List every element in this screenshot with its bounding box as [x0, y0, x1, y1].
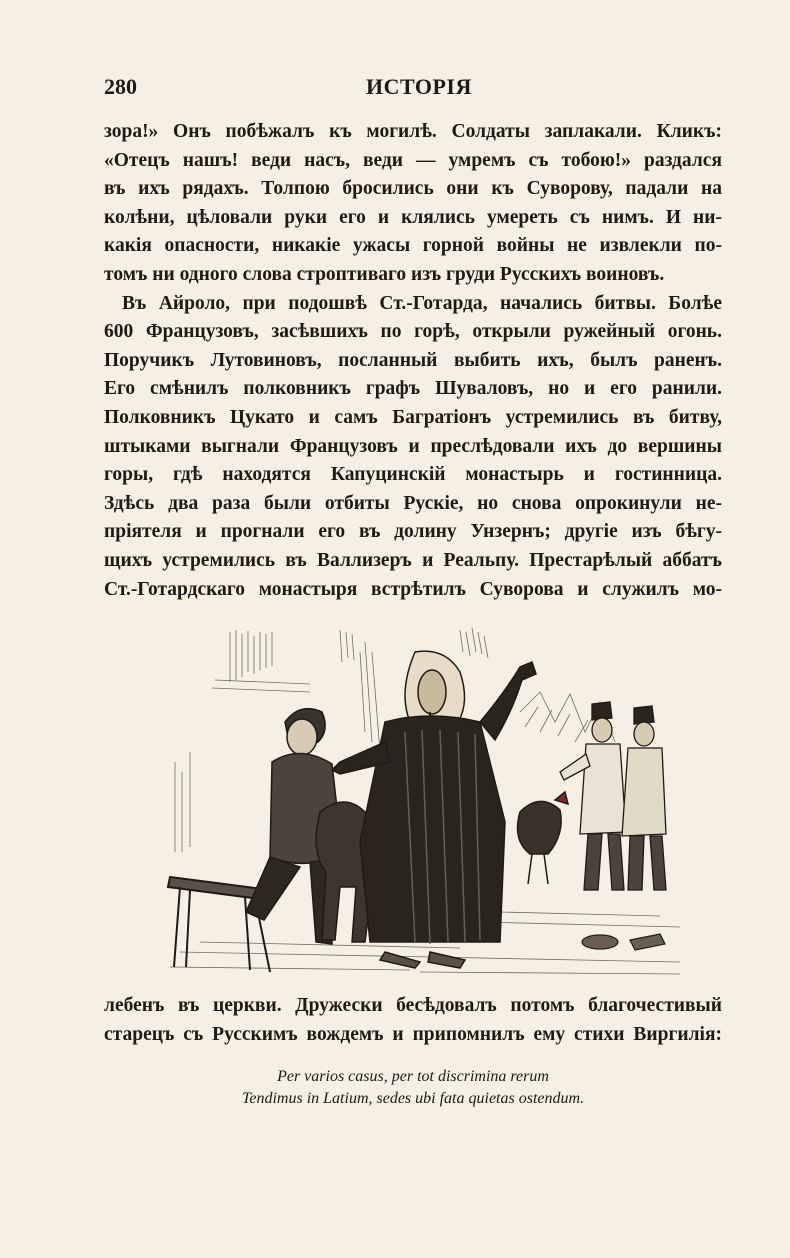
- standing-soldiers: [560, 702, 666, 890]
- text-line: штыками выгнали Французовъ и преслѣдовали ихъ до вершины: [104, 435, 722, 457]
- text-line: Его смѣнилъ полковникъ графъ Шуваловъ, но и его ранили.: [104, 378, 722, 400]
- text-line: Здѣсь два раза были отбиты Рускіе, но снова опрокинули не-: [104, 492, 722, 514]
- text-line: горы, гдѣ находятся Капуцинскій монастырь и гостинница.: [104, 464, 722, 486]
- text-line: въ ихъ рядахъ. Толпою бросились они къ Суворову, падали на: [104, 178, 722, 200]
- quote-line: Tendimus in Latium, sedes ubi fata quietas ostendum.: [241, 1090, 585, 1107]
- text-line: старецъ съ Русскимъ вождемъ и припомнилъ ему стихи Виргилія:: [104, 1023, 722, 1045]
- text-line: Ст.-Готардскаго монастыря встрѣтилъ Суворова и служилъ мо-: [104, 578, 722, 600]
- body-text-bottom: [104, 992, 722, 1049]
- quote-line: Per varios casus, per tot discrimina rerum: [277, 1068, 549, 1085]
- text-line: Поручикъ Лутовиновъ, посланный выбить ихъ, былъ раненъ.: [104, 349, 722, 371]
- text-line: «Отецъ нашъ! веди насъ, веди — умремъ съ тобою!» раздался: [104, 149, 722, 171]
- page-header: [104, 74, 722, 104]
- text-line: лебенъ въ церкви. Дружески бесѣдовалъ потомъ благочестивый: [104, 995, 722, 1016]
- body-text-top: [104, 118, 722, 604]
- text-line: томъ ни одного слова строптиваго изъ груди Русскихъ воиновъ.: [104, 263, 665, 285]
- text-line: 600 Французовъ, засѣвшихъ по горѣ, открыли ружейный огонь.: [104, 321, 722, 343]
- latin-quote: [104, 1066, 722, 1110]
- text-line: какія опасности, никакіе ужасы горной войны не извлекли по-: [104, 235, 722, 257]
- rooster: [518, 792, 568, 884]
- text-line: щихъ устремились въ Валлизеръ и Реальпу. Престарѣлый аббатъ: [104, 549, 722, 571]
- engraving-illustration: [160, 622, 690, 982]
- text-line: зора!» Онъ побѣжалъ къ могилѣ. Солдаты заплакали. Кликъ:: [104, 121, 722, 142]
- foreground-debris: [582, 934, 665, 950]
- text-line: Полковникъ Цукато и самъ Багратіонъ устремились въ битву,: [104, 406, 722, 428]
- page-number: 280: [104, 74, 137, 99]
- text-line: колѣни, цѣловали руки его и клялись умереть съ нимъ. И ни-: [104, 206, 722, 228]
- text-line: пріятеля и прогнали его въ долину Унзернъ; другіе изъ бѣгу-: [104, 521, 722, 543]
- running-title: ИСТОРІЯ: [366, 74, 472, 99]
- text-line: Въ Айроло, при подошвѣ Ст.-Готарда, начались битвы. Болѣе: [122, 292, 722, 314]
